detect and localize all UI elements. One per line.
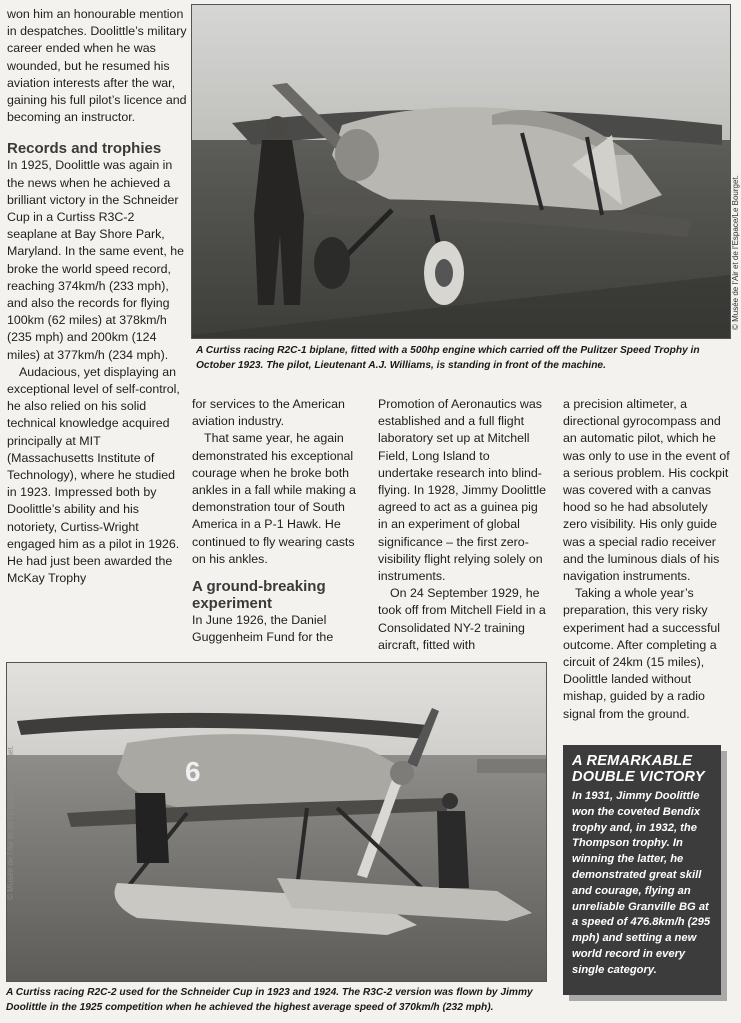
seaplane-photo-illustration xyxy=(7,663,546,981)
article-column-1 xyxy=(7,6,187,588)
article-column-2 xyxy=(192,396,362,646)
paragraph: Audacious, yet displaying an exceptional level of self-control, he also relied on his solid technical knowledge acquired principally at MIT (Massachusetts Institute of Technology), where he studied in 1923. Impressed both by Doolittle’s ability and his notoriety, Curtiss-Wright engaged him as a pilot in 1926. He had just been awarded the McKay Trophy xyxy=(7,364,180,586)
paragraph: On 24 September 1929, he took off from Mitchell Field in a Consolidated NY-2 training aircraft, fitted with xyxy=(378,586,546,652)
sidebar-title-line-1: A REMARKABLE xyxy=(572,753,693,769)
caption-top-photo: A Curtiss racing R2C-1 biplane, fitted with a 500hp engine which carried off the Pulitzer Speed Trophy in October 1923. The pilot, Lieutenant A.J. Williams, is standing in front of the machine. xyxy=(196,345,700,371)
sidebar-title xyxy=(572,753,713,785)
photo-credit-top: © Musée de l’Air et de l’Espace/Le Bourget. xyxy=(731,175,740,330)
paragraph: Promotion of Aeronautics was established and a full flight laboratory set up at Mitchell Field, Long Island to undertake research into blind-flying. In 1928, Jimmy Doolittle agreed to act as a guinea pig in an experiment of global significance – the first zero-visibility flight relying solely on instruments. xyxy=(378,397,547,584)
biplane-photo-illustration xyxy=(192,5,730,338)
paragraph: won him an honourable mention in despatches. Doolittle’s military career ended when he was wounded, but he resumed his aviation interests after the war, gaining his full pilot’s licence and becoming an instructor. xyxy=(7,7,187,125)
photo-credit-bottom: © Musée de l’Air et de l’Espace/Le Bourget. xyxy=(6,745,15,900)
race-number: 6 xyxy=(185,756,201,787)
photo-curtiss-r2c1 xyxy=(191,4,731,339)
paragraph: Taking a whole year’s preparation, this very risky experiment had a successful outcome. After completing a circuit of 24km (15 miles), Doolittle landed without mishap, guided by a radio signal from the ground. xyxy=(563,586,721,721)
paragraph: In 1925, Doolittle was again in the news when he achieved a brilliant victory in the Schneider Cup in a Curtiss R3C-2 seaplane at Bay Shore Park, Maryland. In the same event, he broke the world speed record, reaching 374km/h (233 mph), and also the records for flying 100km (62 miles) at 378km/h (235 mph) and 200km (124 miles) at 377km/h (234 mph). xyxy=(7,158,185,362)
section-heading-records: Records and trophies xyxy=(7,140,162,158)
article-column-3 xyxy=(378,396,548,654)
sidebar-title-line-2: DOUBLE VICTORY xyxy=(572,769,705,785)
paragraph: That same year, he again demonstrated his exceptional courage when he broke both ankles in a fall while making a demonstration tour of South America in a P-1 Hawk. He continued to fly wearing casts on his ankles. xyxy=(192,431,356,566)
section-heading-experiment: A ground-breaking experiment xyxy=(192,578,326,613)
article-column-4 xyxy=(563,396,731,723)
paragraph: for services to the American aviation industry. xyxy=(192,397,345,429)
paragraph: In June 1926, the Daniel Guggenheim Fund for the xyxy=(192,613,334,645)
paragraph: a precision altimeter, a directional gyrocompass and an automatic pilot, which he was only to use in the event of a serious problem. His cockpit was covered with a canvas hood so he had absolutely zero visibility. His only guide was a special radio receiver and the luminous dials of his navigation instruments. xyxy=(563,397,730,584)
photo-curtiss-r2c2-seaplane xyxy=(6,662,547,982)
caption-bottom-photo: A Curtiss racing R2C-2 used for the Schneider Cup in 1923 and 1924. The R3C-2 version was flown by Jimmy Doolittle in the 1925 competition when he achieved the highest average speed of 370km/h (232 mph). xyxy=(6,987,533,1013)
sidebar-remarkable-double-victory xyxy=(563,745,721,995)
sidebar-body: In 1931, Jimmy Doolittle won the coveted Bendix trophy and, in 1932, the Thompson trophy. In winning the latter, he demonstrated great skill and courage, flying an unreliable Granville BG at a speed of 476.8km/h (295 mph) and setting a new world record in every single category. xyxy=(572,790,711,976)
